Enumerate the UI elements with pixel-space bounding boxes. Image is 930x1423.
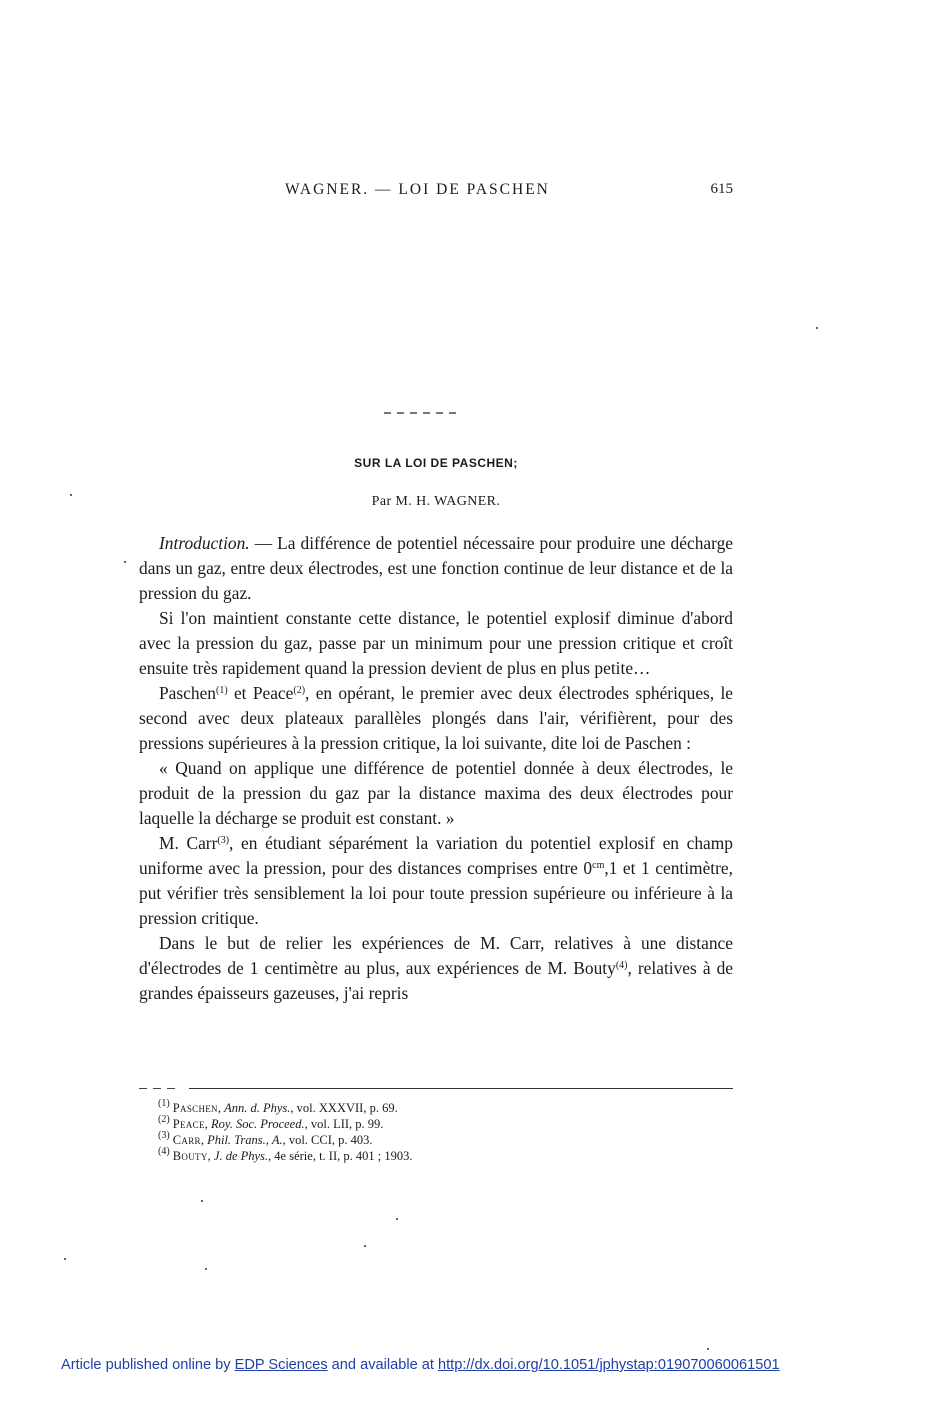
footnote-author: Bouty — [172, 1149, 208, 1163]
footnote-author: Carr — [172, 1133, 201, 1147]
paragraph-text: — La différence de potentiel nécessaire pour produire une décharge dans un gaz, entre deux électrodes, est une fonction continue de leur distance et de la pression du gaz. — [139, 533, 733, 603]
scan-speck — [816, 327, 818, 329]
footnote-marker: (1) — [158, 1098, 170, 1109]
paragraph-paschen-peace — [139, 681, 733, 756]
footnote-2: $^{(2)}$ Peace, Roy. Soc. Proceed., vol. LII, p. 99. — [158, 1114, 384, 1131]
footnote-author: Peace — [172, 1117, 205, 1131]
footnote-details: , vol. LII, p. 99. — [304, 1117, 384, 1131]
footnote-ref-2[interactable]: (2) — [293, 685, 306, 696]
footnote-rule — [139, 1088, 733, 1089]
footnote-details: , vol. XXXVII, p. 69. — [290, 1101, 398, 1115]
footnote-rule-line — [189, 1088, 733, 1089]
scan-speck — [70, 494, 72, 496]
footnote-ref-3[interactable]: (3) — [217, 835, 230, 846]
page-number: 615 — [710, 181, 733, 197]
paragraph-law-quote: « Quand on applique une différence de potentiel donnée à deux électrodes, le produit de la pression du gaz par la distance maxima des deux électrodes pour laquelle la décharge se produit est constant. » — [139, 758, 733, 828]
footnote-1: $^{(1)}$ Paschen, Ann. d. Phys., vol. XXXVII, p. 69. — [158, 1098, 398, 1115]
footnote-journal: Roy. Soc. Proceed. — [211, 1117, 305, 1131]
paragraph-text: , en étudiant séparément la variation du potentiel explosif en champ uniforme avec la pression, pour des distances comprises entre 0 — [139, 833, 733, 878]
footnote-marker: (3) — [158, 1130, 170, 1141]
credit-middle: and available at — [327, 1357, 438, 1373]
scan-speck — [707, 1348, 709, 1350]
unit-superscript: cm — [592, 860, 605, 871]
scan-speck — [201, 1200, 203, 1202]
paragraph-explosive-potential: Si l'on maintient constante cette distance, le potentiel explosif diminue d'abord avec la pression du gaz, passe par un minimum pour une pression critique et croît ensuite très rapidement quand la pression devient de plus en plus petite… — [139, 608, 733, 678]
footnote-marker: (2) — [158, 1114, 170, 1125]
article-author: Par M. H. WAGNER. — [371, 494, 501, 509]
article-title: SUR LA LOI DE PASCHEN; — [354, 456, 518, 470]
scan-speck — [64, 1258, 66, 1260]
footnote-rule-dashes — [139, 1088, 179, 1089]
scan-speck — [124, 561, 126, 563]
paragraph-bouty — [139, 931, 733, 1006]
doi-link[interactable]: http://dx.doi.org/10.1051/jphystap:019070060061501 — [437, 1357, 780, 1373]
footnote-details: , vol. CCI, p. 403. — [282, 1133, 373, 1147]
scan-speck — [205, 1268, 207, 1270]
paragraph-text: , relatives à de grandes épaisseurs gazeuses, j'ai repris — [139, 958, 733, 1003]
footnote-journal: Ann. d. Phys. — [224, 1101, 291, 1115]
article-body — [139, 531, 733, 1006]
introduction-label: Introduction. — [159, 533, 250, 553]
footnote-author: Paschen — [172, 1101, 218, 1115]
paragraph-text: et Peace — [227, 683, 294, 703]
paragraph-text: Paschen — [159, 683, 216, 703]
section-separator — [384, 412, 460, 414]
footnote-marker: (4) — [158, 1146, 170, 1157]
scan-speck — [364, 1245, 366, 1247]
footnote-journal: J. de Phys. — [213, 1149, 269, 1163]
paragraph-text: M. Carr — [159, 833, 218, 853]
footnote-4: $^{(4)}$ Bouty, J. de Phys., 4e série, t. II, p. 401 ; 1903. — [158, 1146, 413, 1163]
paragraph-text: Dans le but de relier les expériences de M. Carr, relatives à une distance d'électrodes de 1 centimètre au plus, aux expériences de M. Bouty — [139, 933, 733, 978]
footnote-ref-1[interactable]: (1) — [216, 685, 228, 696]
footnote-details: , 4e série, t. II, p. 401 ; 1903. — [268, 1149, 413, 1163]
paragraph-text: ,1 et 1 centimètre, put vérifier très sensiblement la loi pour toute pression supérieure ou inférieure à la pression critique. — [139, 858, 733, 928]
paragraph-text: , en opérant, le premier avec deux électrodes sphériques, le second avec deux plateaux parallèles plongés dans l'air, vérifièrent, pour des pressions supérieures à la pression critique, la loi suivante, dite loi de Paschen : — [139, 683, 734, 753]
running-head — [139, 181, 733, 203]
scan-speck — [396, 1218, 398, 1220]
footnote-journal: Phil. Trans., A. — [207, 1133, 283, 1147]
publisher-link[interactable]: EDP Sciences — [234, 1357, 328, 1373]
credit-prefix: Article published online by — [61, 1357, 235, 1373]
footnote-3: $^{(3)}$ Carr, Phil. Trans., A., vol. CCI, p. 403. — [158, 1130, 373, 1147]
running-title: WAGNER. — LOI DE PASCHEN — [285, 181, 550, 198]
publisher-credit — [61, 1357, 921, 1373]
paragraph-introduction — [139, 531, 733, 606]
footnotes — [158, 1100, 733, 1164]
footnote-ref-4[interactable]: (4) — [615, 960, 628, 971]
paragraph-carr — [139, 831, 733, 931]
